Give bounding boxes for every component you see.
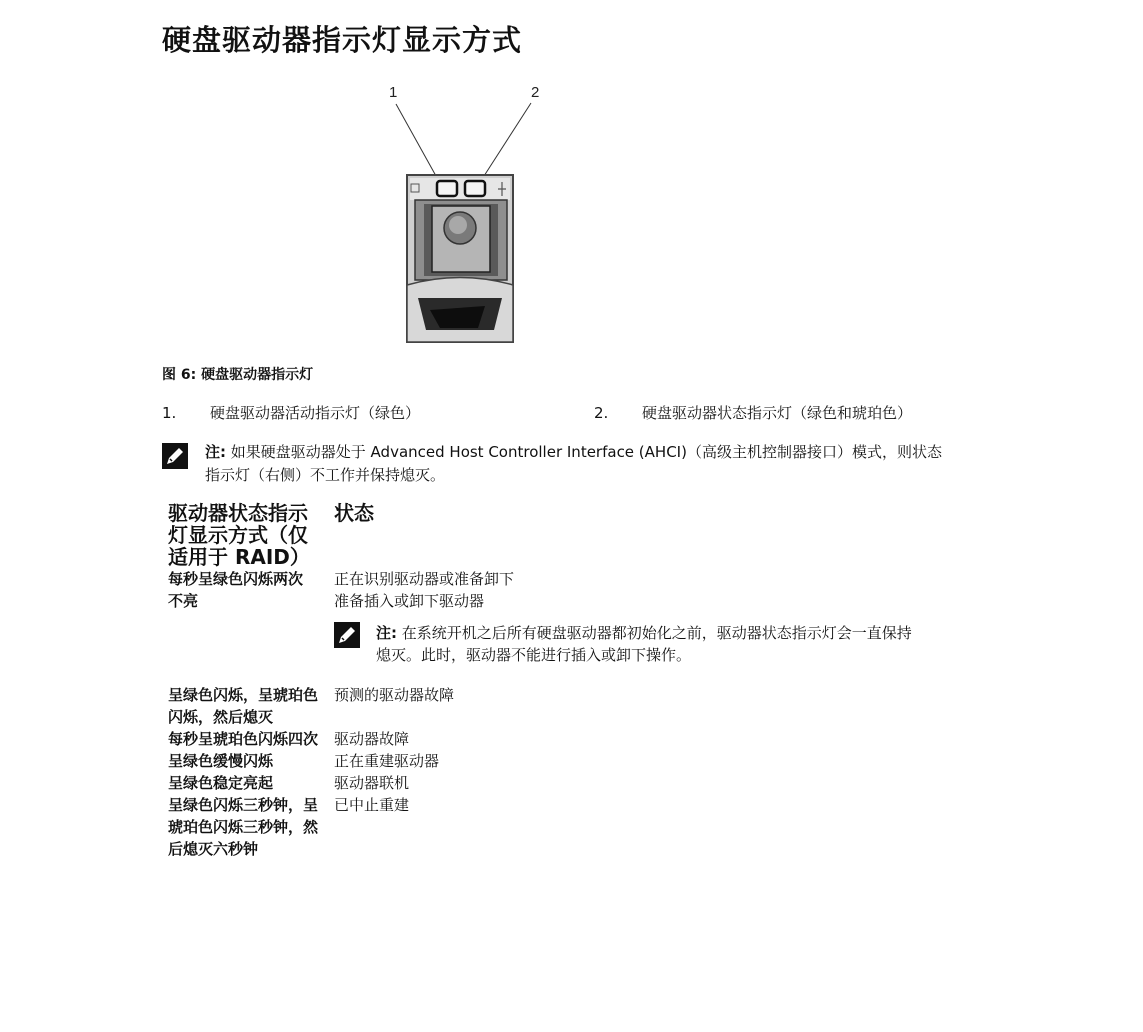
legend-text: 硬盘驱动器状态指示灯（绿色和琥珀色） — [642, 404, 913, 422]
callout-1-label: 1 — [389, 84, 398, 101]
pattern-cell: 不亮 — [168, 592, 199, 610]
note-pencil-icon — [162, 443, 188, 469]
note-label: 注: — [205, 443, 226, 461]
column-header-pattern: 驱动器状态指示灯显示方式（仅适用于 RAID） — [168, 501, 310, 569]
activity-led-icon — [437, 181, 457, 196]
status-cell: 已中止重建 — [334, 796, 410, 814]
table-row — [162, 750, 998, 772]
legend-item-1 — [162, 402, 420, 423]
figure-caption: 图 6: 硬盘驱动器指示灯 — [162, 367, 314, 383]
status-cell: 驱动器故障 — [334, 730, 410, 748]
table-row — [162, 794, 998, 860]
pattern-cell: 呈绿色缓慢闪烁 — [168, 752, 274, 770]
table-header-row — [162, 502, 998, 568]
legend-number: 2. — [594, 404, 609, 422]
status-text: 准备插入或卸下驱动器 — [334, 592, 485, 610]
status-cell: 预测的驱动器故障 — [334, 686, 455, 704]
pattern-cell: 呈绿色闪烁三秒钟，呈琥珀色闪烁三秒钟，然后熄灭六秒钟 — [168, 796, 319, 858]
status-cell — [328, 590, 998, 684]
legend-text: 硬盘驱动器活动指示灯（绿色） — [210, 404, 421, 422]
ahci-note — [205, 441, 942, 487]
pattern-cell: 呈绿色稳定亮起 — [168, 774, 274, 792]
note-line-2: 指示灯（右侧）不工作并保持熄灭。 — [205, 466, 446, 484]
column-header-status: 状态 — [334, 501, 374, 525]
callout-1-line — [396, 104, 436, 176]
page-title: 硬盘驱动器指示灯显示方式 — [162, 23, 523, 57]
table-row — [162, 728, 998, 750]
status-cell: 正在识别驱动器或准备卸下 — [334, 570, 515, 588]
legend-item-2 — [594, 402, 912, 423]
pattern-cell: 呈绿色闪烁，呈琥珀色闪烁，然后熄灭 — [168, 686, 319, 726]
table-row — [162, 590, 998, 684]
note-line-1: 如果硬盘驱动器处于 Advanced Host Controller Interface (AHCI)（高级主机控制器接口）模式，则状态 — [230, 443, 942, 461]
status-cell: 正在重建驱动器 — [334, 752, 440, 770]
table-row — [162, 772, 998, 794]
pattern-cell: 每秒呈绿色闪烁两次 — [168, 570, 304, 588]
legend-number: 1. — [162, 404, 177, 422]
callout-2-label: 2 — [531, 84, 540, 101]
led-status-table — [162, 502, 998, 860]
table-row — [162, 684, 998, 728]
status-cell: 驱动器联机 — [334, 774, 410, 792]
status-led-icon — [465, 181, 485, 196]
note-line-2: 熄灭。此时，驱动器不能进行插入或卸下操作。 — [376, 646, 692, 664]
init-note — [334, 622, 994, 666]
note-label: 注: — [376, 624, 397, 642]
note-pencil-icon — [334, 622, 360, 648]
callout-2-line — [484, 103, 531, 176]
hard-drive-figure — [380, 80, 550, 350]
table-row — [162, 568, 998, 590]
note-line-1: 在系统开机之后所有硬盘驱动器都初始化之前，驱动器状态指示灯会一直保持 — [401, 624, 912, 642]
pattern-cell: 每秒呈琥珀色闪烁四次 — [168, 730, 319, 748]
